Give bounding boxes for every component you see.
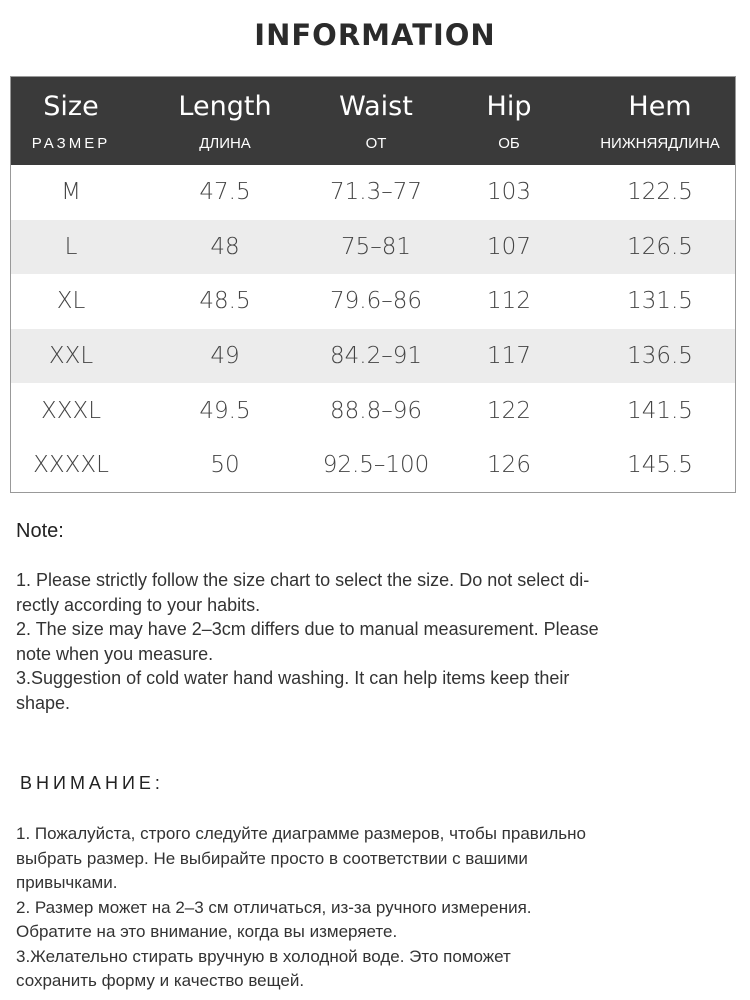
cell-hem: 126.5 <box>627 233 693 260</box>
cell-length: 48 <box>210 233 240 260</box>
cell-size: XL <box>56 288 86 315</box>
cell-length: 48.5 <box>199 288 251 315</box>
cell-length: 49 <box>210 343 240 370</box>
cell-waist: 92.5–100 <box>322 452 430 479</box>
header-length-ru: ДЛИНА <box>199 135 251 152</box>
cell-waist: 75–81 <box>340 233 412 260</box>
header-hip-ru: ОБ <box>498 135 520 152</box>
table-row <box>11 165 735 220</box>
ru-note-line: сохранить форму и качество вещей. <box>16 971 305 990</box>
cell-hip: 103 <box>487 179 531 206</box>
header-hem-label: Hem <box>628 91 692 122</box>
ru-note-line: выбрать размер. Не выбирайте просто в соответствии с вашими <box>16 848 528 868</box>
ru-note-title: ВНИМАНИЕ: <box>20 773 164 793</box>
header-hem-ru: НИЖНЯЯДЛИНА <box>600 135 720 152</box>
cell-waist: 71.3–77 <box>330 179 422 206</box>
cell-size: M <box>61 179 81 206</box>
note-title: Note: <box>16 520 64 542</box>
note-line: note when you measure. <box>16 643 214 664</box>
cell-size: L <box>64 233 78 260</box>
ru-note-body <box>16 822 736 994</box>
header-hip <box>433 77 585 165</box>
cell-size: XXL <box>48 343 94 370</box>
header-waist <box>319 77 433 165</box>
table-row <box>11 438 735 493</box>
cell-hem: 141.5 <box>627 397 693 424</box>
header-length <box>131 77 319 165</box>
cell-hem: 145.5 <box>627 452 693 479</box>
table-header <box>11 77 735 165</box>
cell-hip: 122 <box>487 397 531 424</box>
ru-note-line: 1. Пожалуйста, строго следуйте диаграмме размеров, чтобы правильно <box>16 824 586 843</box>
header-size-ru: РАЗМЕР <box>31 135 111 152</box>
cell-waist: 88.8–96 <box>330 397 422 424</box>
header-size-label: Size <box>43 91 99 122</box>
cell-waist: 79.6–86 <box>330 288 422 315</box>
cell-waist: 84.2–91 <box>330 343 422 370</box>
ru-note-line: привычками. <box>16 873 118 892</box>
cell-size: XXXL <box>40 397 102 424</box>
table-row <box>11 274 735 329</box>
cell-hip: 107 <box>487 233 531 260</box>
cell-length: 47.5 <box>199 179 251 206</box>
cell-hip: 126 <box>487 452 531 479</box>
note-line: shape. <box>16 692 71 713</box>
page-title: INFORMATION <box>254 18 496 52</box>
note-body <box>16 568 726 715</box>
cell-hem: 122.5 <box>627 179 693 206</box>
table-row <box>11 220 735 275</box>
cell-hip: 117 <box>487 343 531 370</box>
ru-note-line: Обратите на это внимание, когда вы измеряете. <box>16 922 398 941</box>
header-waist-label: Waist <box>339 91 413 122</box>
ru-note-line: 2. Размер может на 2–3 см отличаться, из-за ручного измерения. <box>16 897 532 917</box>
cell-hem: 131.5 <box>627 288 693 315</box>
cell-length: 49.5 <box>199 397 251 424</box>
table-row <box>11 383 735 438</box>
note-line: 3.Suggestion of cold water hand washing. It can help items keep their <box>16 668 570 688</box>
header-hip-label: Hip <box>486 91 532 122</box>
header-waist-ru: ОТ <box>365 135 387 152</box>
table-row <box>11 329 735 384</box>
note-line: rectly according to your habits. <box>16 594 261 615</box>
ru-note-line: 3.Желательно стирать вручную в холодной воде. Это поможет <box>16 946 511 966</box>
header-length-label: Length <box>178 91 272 122</box>
header-size <box>11 77 131 165</box>
note-line: 2. The size may have 2–3cm differs due to manual measurement. Please <box>16 619 599 639</box>
cell-size: XXXXL <box>33 452 109 479</box>
size-table <box>10 76 736 493</box>
note-line: 1. Please strictly follow the size chart to select the size. Do not select di- <box>16 570 590 590</box>
cell-hip: 112 <box>487 288 531 315</box>
cell-hem: 136.5 <box>627 343 693 370</box>
cell-length: 50 <box>210 452 240 479</box>
header-hem <box>585 77 735 165</box>
